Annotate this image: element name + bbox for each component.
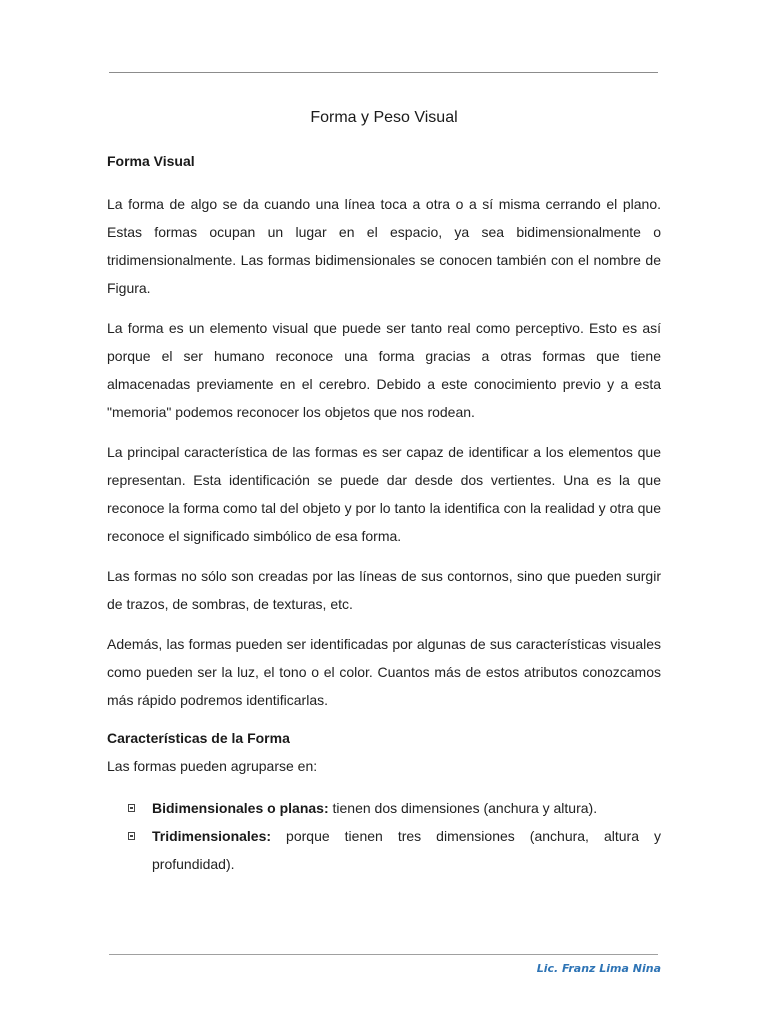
document-title: Forma y Peso Visual (310, 109, 458, 126)
paragraph: Además, las formas pueden ser identificadas por algunas de sus características visuales como pueden ser la luz, el tono o el color. Cuantos más de estos atributos conozcamos más rápido podremos identificarlas. (107, 636, 661, 708)
paragraph: La forma es un elemento visual que puede ser tanto real como perceptivo. Esto es así porque el ser humano reconoce una forma gracias a otras formas que tiene almacenadas previamente en el cerebro. Debido a este conocimiento previo y a esta "memoria" podemos reconocer los objetos que nos rodean. (107, 320, 661, 420)
list-item-term: Bidimensionales o planas: (152, 800, 329, 816)
square-bullet-icon (128, 804, 135, 812)
list-intro: Las formas pueden agruparse en: (107, 758, 318, 774)
list-item (107, 794, 661, 822)
section-heading-forma-visual: Forma Visual (107, 153, 195, 169)
paragraph: Las formas no sólo son creadas por las líneas de sus contornos, sino que pueden surgir de trazos, de sombras, de texturas, etc. (107, 568, 661, 612)
characteristics-list (107, 794, 661, 878)
square-bullet-icon (128, 832, 135, 840)
paragraph: La principal característica de las formas es ser capaz de identificar a los elementos que representan. Esta identificación se puede dar desde dos vertientes. Una es la que reconoce la forma como tal del objeto y por lo tanto la identifica con la realidad y otra que reconoce el significado simbólico de esa forma. (107, 444, 661, 544)
list-item (107, 822, 661, 878)
footer-rule (109, 954, 658, 955)
page-content (107, 100, 661, 878)
header-rule (109, 72, 658, 73)
footer-author: Lic. Franz Lima Nina (536, 962, 661, 975)
paragraph: La forma de algo se da cuando una línea toca a otra o a sí misma cerrando el plano. Estas formas ocupan un lugar en el espacio, ya sea bidimensionalmente o tridimensionalmente. Las formas bidimensionales se conocen también con el nombre de Figura. (107, 196, 661, 296)
list-item-term: Tridimensionales: (152, 828, 272, 844)
section-heading-caracteristicas: Características de la Forma (107, 730, 290, 746)
list-item-text: porque tienen tres dimensiones (anchura, altura y profundidad). (152, 828, 661, 872)
list-item-text: tienen dos dimensiones (anchura y altura). (328, 800, 598, 816)
